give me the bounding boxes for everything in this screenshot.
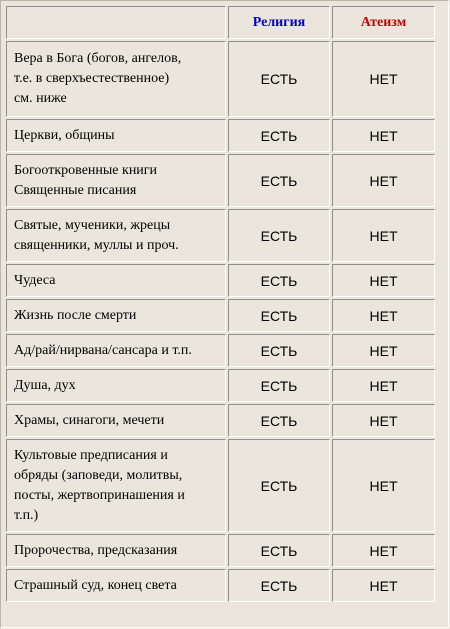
row-label-line: Ад/рай/нирвана/сансара и т.п. xyxy=(14,342,192,358)
atheism-value: НЕТ xyxy=(332,119,435,152)
atheism-value: НЕТ xyxy=(332,439,435,532)
row-label-line: Культовые предписания и xyxy=(14,447,168,463)
row-label-line: Священные писания xyxy=(14,182,137,198)
header-row xyxy=(6,6,435,39)
row-label xyxy=(6,334,226,367)
religion-value: ЕСТЬ xyxy=(228,119,330,152)
religion-value: ЕСТЬ xyxy=(228,404,330,437)
table-row xyxy=(6,369,435,402)
table-row xyxy=(6,264,435,297)
religion-value: ЕСТЬ xyxy=(228,209,330,262)
row-label-line: посты, жертвопринашения и xyxy=(14,487,185,503)
religion-value: ЕСТЬ xyxy=(228,41,330,117)
atheism-value: НЕТ xyxy=(332,264,435,297)
table-row xyxy=(6,334,435,367)
atheism-value: НЕТ xyxy=(332,41,435,117)
row-label xyxy=(6,534,226,567)
row-label xyxy=(6,264,226,297)
row-label xyxy=(6,119,226,152)
row-label-line: Богооткровенные книги xyxy=(14,162,158,178)
header-atheism: Атеизм xyxy=(332,6,435,39)
table-row xyxy=(6,154,435,207)
row-label-line: Вера в Бога (богов, ангелов, xyxy=(14,51,182,66)
row-label xyxy=(6,369,226,402)
table-body xyxy=(6,41,435,602)
row-label-line: обряды (заповеди, молитвы, xyxy=(14,467,183,483)
table-row xyxy=(6,534,435,567)
row-label-line: священники, муллы и проч. xyxy=(14,237,179,253)
atheism-value: НЕТ xyxy=(332,369,435,402)
atheism-value: НЕТ xyxy=(332,299,435,332)
religion-value: ЕСТЬ xyxy=(228,369,330,402)
row-label-line: т.п.) xyxy=(14,507,39,523)
table-row xyxy=(6,439,435,532)
header-religion: Религия xyxy=(228,6,330,39)
table-row xyxy=(6,41,435,117)
religion-value: ЕСТЬ xyxy=(228,439,330,532)
table-row xyxy=(6,299,435,332)
row-label-line: Церкви, общины xyxy=(14,127,115,143)
atheism-value: НЕТ xyxy=(332,534,435,567)
religion-value: ЕСТЬ xyxy=(228,299,330,332)
atheism-value: НЕТ xyxy=(332,569,435,602)
row-label-line: Храмы, синагоги, мечети xyxy=(14,412,165,428)
row-label-line: Святые, мученики, жрецы xyxy=(14,217,171,233)
religion-value: ЕСТЬ xyxy=(228,569,330,602)
row-label xyxy=(6,299,226,332)
religion-value: ЕСТЬ xyxy=(228,264,330,297)
atheism-value: НЕТ xyxy=(332,334,435,367)
row-label-line: Жизнь после смерти xyxy=(14,307,137,323)
row-label-line: Пророчества, предсказания xyxy=(14,542,178,558)
atheism-value: НЕТ xyxy=(332,404,435,437)
row-label-line: Страшный суд, конец света xyxy=(14,577,177,593)
religion-value: ЕСТЬ xyxy=(228,154,330,207)
table-row xyxy=(6,404,435,437)
row-label xyxy=(6,154,226,207)
table-row xyxy=(6,569,435,602)
row-label-line: см. ниже xyxy=(14,91,67,106)
row-label-line: Чудеса xyxy=(14,272,56,288)
row-label-line: Душа, дух xyxy=(14,377,76,393)
row-label xyxy=(6,439,226,532)
comparison-table xyxy=(4,4,437,604)
header-corner-cell xyxy=(6,6,226,39)
table-row xyxy=(6,119,435,152)
row-label xyxy=(6,41,226,117)
row-label-line: т.е. в сверхъестественное) xyxy=(14,71,170,86)
row-label xyxy=(6,569,226,602)
religion-value: ЕСТЬ xyxy=(228,334,330,367)
religion-value: ЕСТЬ xyxy=(228,534,330,567)
atheism-value: НЕТ xyxy=(332,209,435,262)
row-label xyxy=(6,404,226,437)
atheism-value: НЕТ xyxy=(332,154,435,207)
row-label xyxy=(6,209,226,262)
table-row xyxy=(6,209,435,262)
